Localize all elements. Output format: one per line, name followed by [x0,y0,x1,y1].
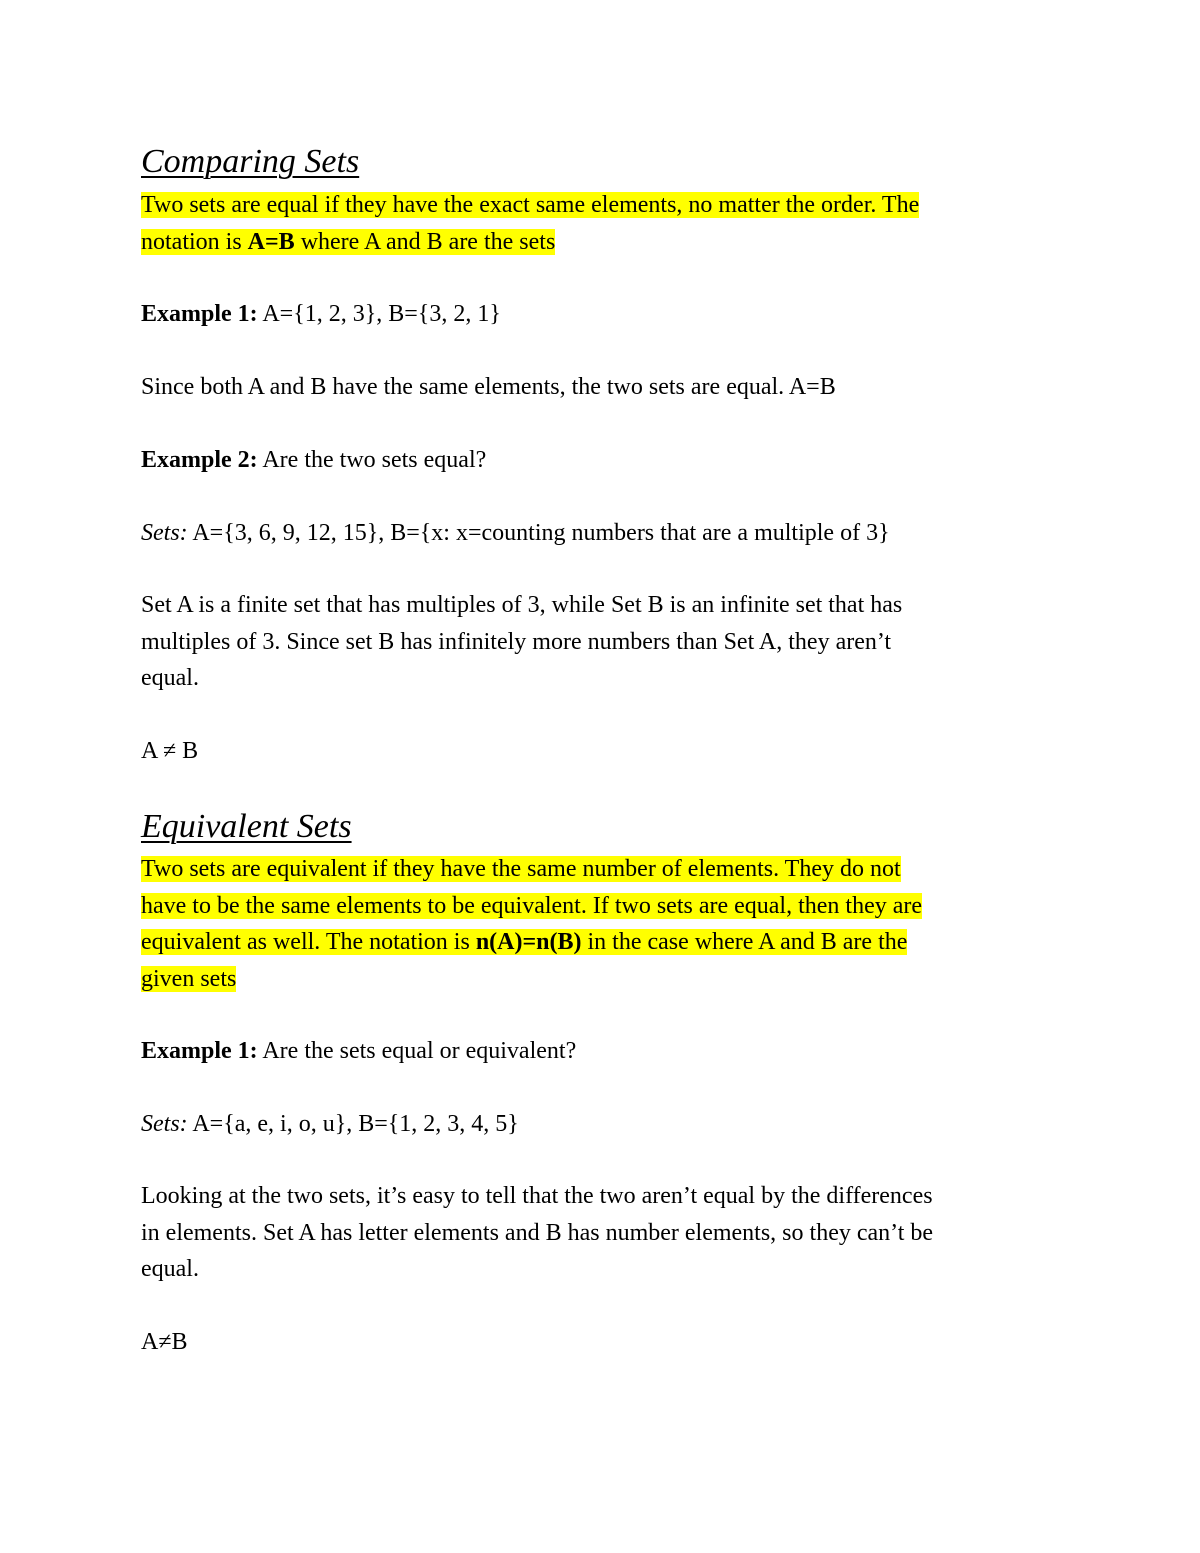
comparing-example1 [141,296,501,333]
equivalent-definition-line4: given sets [141,965,237,992]
example-text: A={1, 2, 3}, B={3, 2, 1} [257,301,501,327]
sets-label: Sets: [141,520,188,546]
comparing-definition-line1: Two sets are equal if they have the exact same elements, no matter the order. The [141,192,920,218]
notation-suffix: where A and B are the sets [294,228,556,255]
notation-prefix: notation is [141,228,248,255]
comparing-example2-explanation [141,587,902,697]
sets-label: Sets: [141,1111,188,1137]
equivalent-sets-heading: Equivalent Sets [141,808,352,845]
sets-text: A={a, e, i, o, u}, B={1, 2, 3, 4, 5} [187,1111,519,1137]
equivalent-example1-result: A≠B [141,1329,188,1355]
comparing-sets-heading: Comparing Sets [141,143,360,180]
comparing-definition-line2 [141,229,555,255]
explanation-line: multiples of 3. Since set B has infinitely more numbers than Set A, they aren’t [141,628,892,655]
notation-equivalent: n(A)=n(B) [475,929,582,955]
example-label: Example 2: [141,447,258,473]
equivalent-example1-explanation [141,1178,933,1288]
comparing-example2-sets [141,515,890,552]
notation-equal: A=B [247,228,295,255]
comparing-example1-explanation: Since both A and B have the same elements, the two sets are equal. A=B [141,374,836,400]
explanation-line: Looking at the two sets, it’s easy to tell that the two aren’t equal by the differences [141,1183,933,1209]
example-text: Are the sets equal or equivalent? [257,1038,577,1064]
notation-suffix: in the case where A and B are the [581,929,908,955]
comparing-example2 [141,442,486,479]
example-label: Example 1: [141,301,258,327]
explanation-line: equal. [141,1256,199,1282]
equivalent-example1-sets [141,1106,519,1143]
sets-text: A={3, 6, 9, 12, 15}, B={x: x=counting numbers that are a multiple of 3} [187,520,890,546]
explanation-line: equal. [141,665,199,691]
equivalent-definition-line3 [141,929,907,955]
comparing-example2-result: A ≠ B [141,738,199,764]
explanation-line: in elements. Set A has letter elements and B has number elements, so they can’t be [141,1219,934,1246]
equivalent-definition-line2: have to be the same elements to be equivalent. If two sets are equal, then they are [141,892,923,919]
equivalent-definition [141,851,922,997]
equivalent-example1 [141,1033,576,1070]
example-text: Are the two sets equal? [257,447,487,473]
example-label: Example 1: [141,1038,258,1064]
explanation-line: Set A is a finite set that has multiples of 3, while Set B is an infinite set that has [141,592,903,618]
notation-prefix: equivalent as well. The notation is [141,929,476,955]
equivalent-definition-line1: Two sets are equivalent if they have the same number of elements. They do not [141,856,901,882]
comparing-definition [141,187,919,260]
